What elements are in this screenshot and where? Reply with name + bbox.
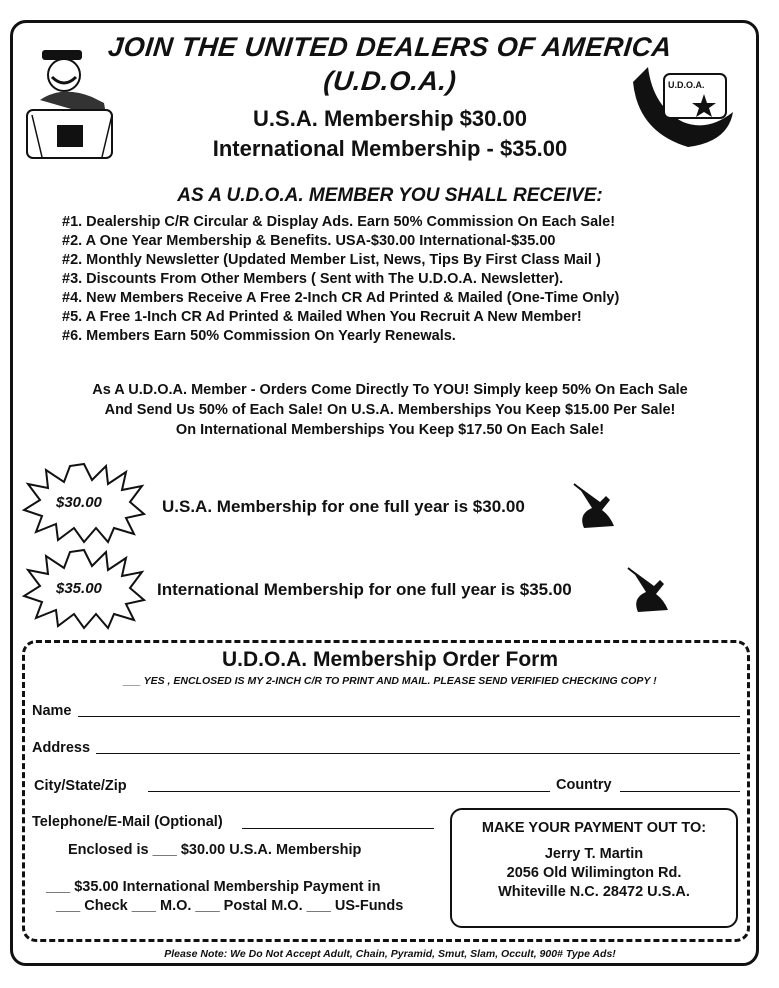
city-state-zip-field[interactable]	[148, 791, 550, 792]
footer-note: Please Note: We Do Not Accept Adult, Chain, Pyramid, Smut, Slam, Occult, 900# Type Ads!	[164, 948, 616, 960]
payment-method-options[interactable]: ___ Check ___ M.O. ___ Postal M.O. ___ US-Funds	[56, 898, 404, 914]
name-label: Name	[32, 703, 72, 719]
burst-price-label: $35.00	[56, 580, 102, 597]
logo-text: U.D.O.A.	[668, 80, 705, 90]
benefit-item: #3. Discounts From Other Members ( Sent with The U.D.O.A. Newsletter).	[62, 271, 564, 287]
trumpeter-icon	[570, 482, 620, 532]
form-checkbox-note[interactable]: ___ YES , ENCLOSED IS MY 2-INCH C/R TO PRINT AND MAIL. PLEASE SEND VERIFIED CHECKING COPY !	[123, 675, 657, 687]
country-label: Country	[556, 777, 612, 793]
orders-line-1: As A U.D.O.A. Member - Orders Come Directly To YOU! Simply keep 50% On Each Sale	[92, 382, 688, 398]
burst-price-label: $30.00	[56, 494, 102, 511]
orders-line-3: On International Memberships You Keep $17.50 On Each Sale!	[175, 422, 605, 438]
payee-city: Whiteville N.C. 28472 U.S.A.	[498, 884, 690, 900]
benefit-item: #4. New Members Receive A Free 2-Inch CR Ad Printed & Mailed (One-Time Only)	[62, 290, 620, 306]
payee-name: Jerry T. Martin	[544, 846, 644, 862]
page-subtitle: (U.D.O.A.)	[322, 66, 458, 96]
payment-heading: MAKE YOUR PAYMENT OUT TO:	[481, 820, 707, 836]
address-field[interactable]	[96, 753, 740, 754]
form-title: U.D.O.A. Membership Order Form	[221, 648, 559, 671]
address-label: Address	[32, 740, 91, 756]
phone-email-label: Telephone/E-Mail (Optional)	[32, 814, 223, 830]
intl-price-heading: International Membership - $35.00	[212, 136, 568, 161]
page-title: JOIN THE UNITED DEALERS OF AMERICA	[106, 32, 674, 62]
benefit-item: #6. Members Earn 50% Commission On Yearly Renewals.	[62, 328, 456, 344]
intl-membership-option[interactable]: ___ $35.00 International Membership Payment in	[46, 879, 381, 895]
benefits-title: AS A U.D.O.A. MEMBER YOU SHALL RECEIVE:	[177, 185, 603, 206]
enclosed-usa-option[interactable]: Enclosed is ___ $30.00 U.S.A. Membership	[68, 842, 362, 858]
benefit-item: #5. A Free 1-Inch CR Ad Printed & Mailed When You Recruit A New Member!	[62, 309, 582, 325]
benefits-list	[62, 213, 742, 346]
payee-street: 2056 Old Wilimington Rd.	[506, 865, 682, 881]
name-field[interactable]	[78, 716, 740, 717]
country-field[interactable]	[620, 791, 740, 792]
usa-offer-text: U.S.A. Membership for one full year is $30.00	[162, 497, 525, 516]
orders-line-2: And Send Us 50% of Each Sale! On U.S.A. Memberships You Keep $15.00 Per Sale!	[104, 402, 676, 418]
usa-price-heading: U.S.A. Membership $30.00	[253, 106, 527, 131]
phone-email-field[interactable]	[242, 828, 434, 829]
intl-offer-text: International Membership for one full year is $35.00	[157, 580, 572, 599]
benefit-item: #2. Monthly Newsletter (Updated Member List, News, Tips By First Class Mail )	[62, 252, 601, 268]
benefit-item: #1. Dealership C/R Circular & Display Ads. Earn 50% Commission On Each Sale!	[62, 214, 616, 230]
city-state-zip-label: City/State/Zip	[34, 778, 127, 794]
trumpeter-icon	[624, 566, 674, 616]
mailman-illustration	[22, 45, 122, 165]
benefit-item: #2. A One Year Membership & Benefits. USA-$30.00 International-$35.00	[62, 233, 556, 249]
